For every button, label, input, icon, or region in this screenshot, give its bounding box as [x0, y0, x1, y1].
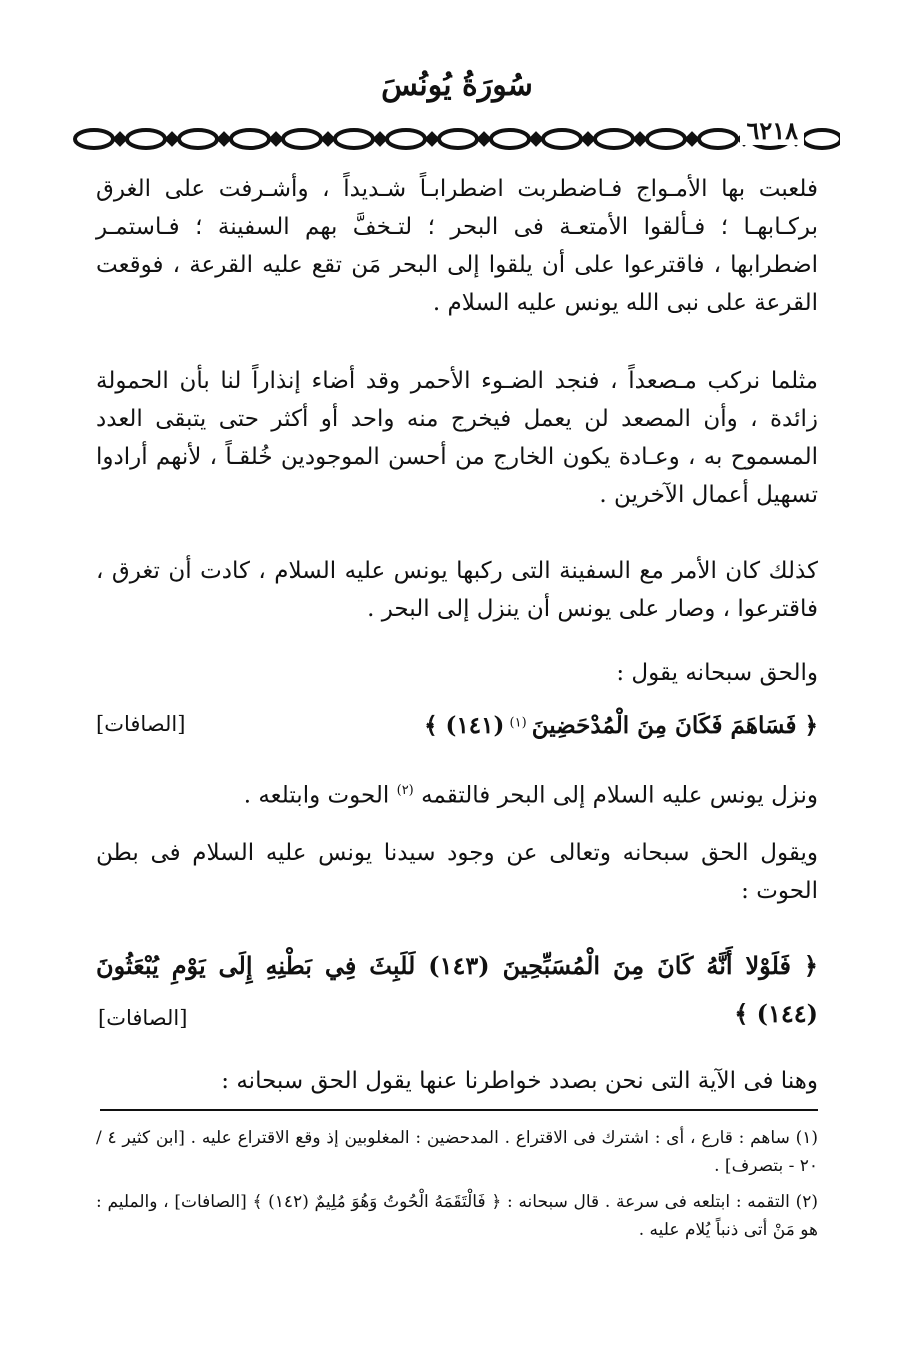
ornament-link: [491, 130, 529, 148]
paragraph-5-part-b: الحوت وابتلعه .: [243, 782, 390, 809]
ornament-diamond: [583, 134, 593, 144]
ornament-link: [595, 130, 633, 148]
ornament-link: [803, 130, 840, 148]
ayah-143-144-source: [الصافات]: [98, 1006, 188, 1030]
ayah-141-source: [الصافات]: [96, 712, 186, 736]
ornament-link: [283, 130, 321, 148]
surah-title: سُورَةُ يُونُسَ: [381, 68, 533, 103]
ornament-link: [179, 130, 217, 148]
ayah-143-144: ﴿ فَلَوْلا أَنَّهُ كَانَ مِنَ الْمُسَبِّحِينَ (١٤٣) لَلَبِثَ فِي بَطْنِهِ إِلَى يَوْمِ يُبْعَثُونَ (١٤٤) ﴾: [96, 951, 818, 1028]
ornament-diamond: [375, 134, 385, 144]
ornament-diamond: [531, 134, 541, 144]
paragraph-6: ويقول الحق سبحانه وتعالى عن وجود سيدنا يونس عليه السلام فى بطن الحوت :: [96, 840, 818, 904]
ayah-141-text: ﴿ فَسَاهَمَ فَكَانَ مِنَ الْمُدْحَضِينَ: [531, 712, 818, 739]
paragraph-5: [96, 772, 818, 815]
footnote-2: (٢) التقمه : ابتلعه فى سرعة . قال سبحانه : ﴿ فَالْتَقَمَهُ الْحُوتُ وَهُوَ مُلِيمٌ (١٤٢) ﴾ [الصافات] ، والمليم : هو مَنْ أتى ذنباً يُلام عليه .: [96, 1192, 818, 1240]
ornament-link: [335, 130, 373, 148]
paragraph-1: فلعبت بها الأمـواج فـاضطربت اضطرابـاً شـديداً ، وأشـرفت على الغرق بركـابهـا ؛ فـألقوا الأمتعـة فى البحر ؛ لتـخفَّ بهم السفينة ؛ فـاستمـر اضطرابها ، فاقترعوا على أن يلقوا إلى البحر مَن تقع عليه القرعة ، فوقعت القرعة على نبى الله يونس عليه السلام .: [96, 176, 818, 316]
paragraph-3: كذلك كان الأمر مع السفينة التى ركبها يونس عليه السلام ، كادت أن تغرق ، فاقترعوا ، وصار على يونس أن ينزل إلى البحر .: [96, 558, 818, 622]
ornament-diamond: [323, 134, 333, 144]
ornament-link: [127, 130, 165, 148]
paragraph-4: والحق سبحانه يقول :: [616, 660, 818, 686]
ornament-link: [75, 130, 113, 148]
footnote-separator: [100, 1109, 818, 1111]
ornament-diamond: [219, 134, 229, 144]
ornament-link: [699, 130, 737, 148]
paragraph-2: مثلما نركب مـصعداً ، فنجد الضـوء الأحمر وقد أضاء إنذاراً لنا بأن الحمولة زائدة ، وأن المصعد لن يعمل فيخرج منه واحد أو أكثر حتى يتبقى العدد المسموح به ، وعـادة يكون الخارج من أحسن الموجودين خُلقـاً ، لأنهم أرادوا تسهيل أعمال الآخرين .: [96, 368, 818, 508]
page-number: ٦٢١٨: [740, 116, 804, 145]
footnote-ref-1: (١): [509, 715, 527, 731]
ornament-link: [231, 130, 269, 148]
ayah-141-row: [96, 712, 818, 752]
ornament-link: [543, 130, 581, 148]
footnote-1: (١) ساهم : قارع ، أى : اشترك فى الاقتراع . المدحضين : المغلوبين إذ وقع الاقتراع عليه . [ابن كثير ٤ / ٢٠ - بتصرف] .: [96, 1128, 818, 1176]
ornamental-border: [72, 122, 840, 156]
ornament-diamond: [167, 134, 177, 144]
ornament-diamond: [115, 134, 125, 144]
paragraph-7: وهنا فى الآية التى نحن بصدد خواطرنا عنها يقول الحق سبحانه :: [221, 1068, 818, 1094]
ornament-diamond: [479, 134, 489, 144]
footnote-ref-2: (٢): [396, 783, 414, 798]
paragraph-5-part-a: ونزل يونس عليه السلام إلى البحر فالتقمه: [421, 782, 818, 809]
ornament-link: [647, 130, 685, 148]
ornament-diamond: [635, 134, 645, 144]
ornament-link: [387, 130, 425, 148]
ayah-141-number: (١٤١) ﴾: [424, 712, 505, 739]
ornament-diamond: [427, 134, 437, 144]
ornament-diamond: [687, 134, 697, 144]
ornament-link: [439, 130, 477, 148]
ornament-diamond: [271, 134, 281, 144]
